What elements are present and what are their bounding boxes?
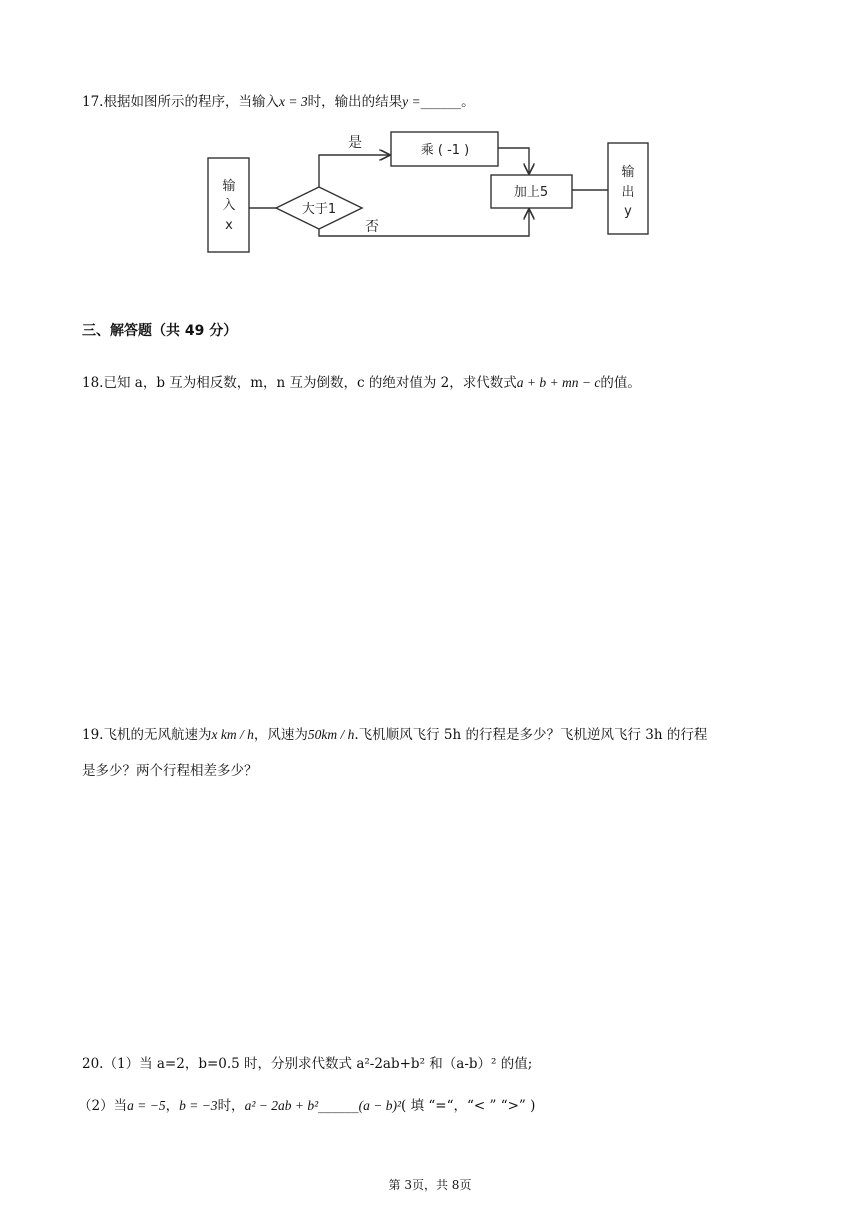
q17-text-b: 时，输出的结果 bbox=[307, 94, 403, 110]
input-label-2: 入 bbox=[222, 198, 236, 213]
q19-text-2: ，风速为 bbox=[253, 727, 308, 743]
q20-part2-a: （2）当 bbox=[78, 1098, 128, 1114]
q17-blank: ______ bbox=[420, 94, 462, 110]
q20-math-square: (a − b)² bbox=[358, 1098, 402, 1113]
question-20 bbox=[82, 1052, 532, 1072]
multiply-label: 乘 ( -1 ) bbox=[420, 143, 470, 158]
section-heading: 三、解答题（共 49 分） bbox=[82, 323, 238, 339]
page-footer: 第 3页，共 8页 bbox=[388, 1178, 472, 1192]
output-label-3: y bbox=[624, 204, 632, 219]
q18-math: a + b + mn − c bbox=[516, 375, 601, 390]
q19-line-2: 是多少？两个行程相差多少？ bbox=[82, 763, 258, 779]
question-17 bbox=[82, 90, 475, 110]
q18-end: 的值。 bbox=[600, 375, 641, 391]
no-label: 否 bbox=[365, 219, 379, 235]
decision-label: 大于1 bbox=[301, 202, 337, 217]
q20-math-a: a = −5 bbox=[127, 1098, 166, 1113]
q18-number: 18. bbox=[82, 375, 104, 391]
q19-number: 19. bbox=[82, 727, 104, 743]
q19-text-3: .飞机顺风飞行 5h 的行程是多少？飞机逆风飞行 3h 的行程 bbox=[354, 727, 708, 743]
q20-part-2 bbox=[78, 1094, 535, 1114]
q18-text: 已知 a，b 互为相反数，m，n 互为倒数，c 的绝对值为 2，求代数式 bbox=[103, 375, 517, 391]
program-flowchart bbox=[0, 120, 860, 390]
question-19 bbox=[82, 723, 707, 743]
q20-part2-c: 时， bbox=[217, 1098, 245, 1114]
input-label-1: 输 bbox=[222, 179, 236, 194]
q20-part2-b: ， bbox=[165, 1098, 180, 1114]
q17-end: 。 bbox=[461, 94, 475, 110]
q20-number: 20. bbox=[82, 1056, 104, 1072]
q19-math-2: 50km / h bbox=[307, 727, 355, 742]
question-18 bbox=[82, 371, 641, 391]
q20-math-expr: a² − 2ab + b² bbox=[244, 1098, 319, 1113]
q20-math-b: b = −3 bbox=[179, 1098, 218, 1113]
q20-part2-d: ( 填 “=“，“< ” “>” ) bbox=[401, 1098, 536, 1114]
add-label: 加上5 bbox=[513, 185, 549, 200]
output-label-2: 出 bbox=[621, 185, 635, 200]
q20-part-1: （1）当 a=2，b=0.5 时，分别求代数式 a²-2ab+b² 和（a-b）² 的值; bbox=[103, 1056, 533, 1072]
q17-number: 17. bbox=[82, 94, 104, 110]
yes-label: 是 bbox=[348, 135, 362, 151]
output-label-1: 输 bbox=[621, 165, 635, 180]
q20-blank: ______ bbox=[318, 1098, 359, 1114]
q17-math-x: x = 3 bbox=[278, 94, 308, 109]
q19-math-1: x km / h bbox=[211, 727, 254, 742]
q19-text-1: 飞机的无风航速为 bbox=[103, 727, 212, 743]
q17-text-a: 根据如图所示的程序，当输入 bbox=[103, 94, 279, 110]
input-label-3: x bbox=[225, 218, 233, 233]
q17-math-y: y = bbox=[402, 94, 421, 109]
